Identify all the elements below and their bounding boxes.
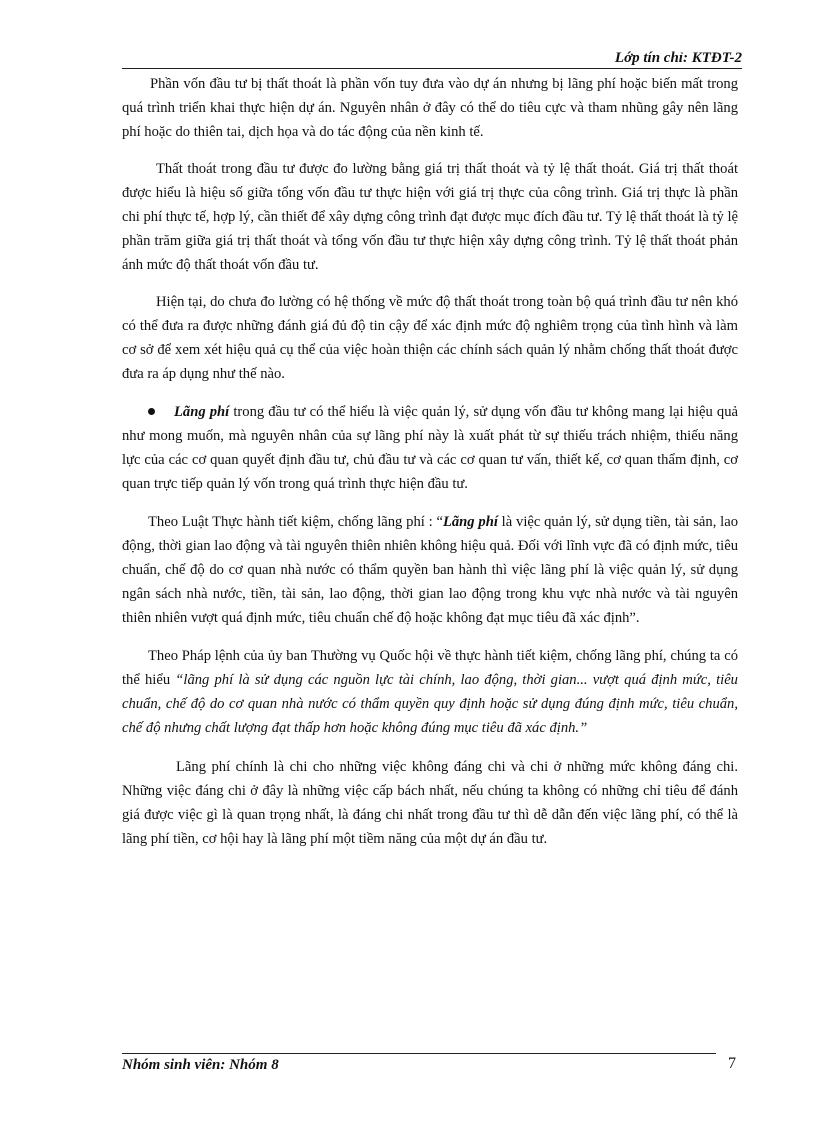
paragraph-loss-definition: Phần vốn đầu tư bị thất thoát là phần vốn tuy đưa vào dự án nhưng bị lãng phí hoặc biến mất trong quá trình triển khai thực hiện dự án. Nguyên nhân ở đây có thể do tiêu cực và tham nhũng gây nên lãng phí hoặc do thiên tai, dịch họa và do tác động của nền kinh tế.	[122, 76, 738, 140]
footer-group-label: Nhóm sinh viên: Nhóm 8	[122, 1057, 279, 1073]
ordinance-quote: “lãng phí là sử dụng các nguồn lực tài chính, lao động, thời gian... vượt quá định mức, tiêu chuẩn, chế độ do cơ quan nhà nước có thẩm quyền quy định hoặc sử dụng đúng định mức, tiêu chuẩn, chế độ nhưng chất lượng đạt thấp hơn hoặc không đúng mục tiêu đã xác định.”	[122, 672, 738, 736]
waste-term: Lãng phí	[174, 404, 230, 420]
header-class-label: Lớp tín chỉ: KTĐT-2	[614, 50, 742, 66]
law-definition-text: là việc quản lý, sử dụng tiền, tài sản, lao động, thời gian lao động và tài nguyên thiên nhiên không hiệu quả. Đối với lĩnh vực đã có định mức, tiêu chuẩn, chế độ do cơ quan nhà nước có thẩm quyền ban hành thì việc lãng phí là việc quản lý, sử dụng ngân sách nhà nước, tiền, tài sản, lao động, thời gian lao động trong khu vực nhà nước và tài nguyên thiên nhiên vượt quá định mức, tiêu chuẩn chế độ hoặc không đạt mục tiêu đã xác định”.	[122, 514, 738, 626]
ordinance-intro-text: Theo Pháp lệnh của ủy ban Thường vụ Quốc hội về thực hành tiết kiệm, chống lãng phí, chúng ta có thể hiểu	[122, 648, 738, 688]
page-number: 7	[728, 1055, 736, 1072]
law-intro-text: Theo Luật Thực hành tiết kiệm, chống lãng phí : “	[148, 514, 443, 530]
footer-rule	[122, 1053, 716, 1054]
paragraph-law-definition	[122, 510, 738, 630]
paragraph-waste-bullet	[122, 400, 738, 496]
paragraph-waste-explanation: Lãng phí chính là chi cho những việc không đáng chi và chi ở những mức không đáng chi. Những việc đáng chi ở đây là những việc cấp bách nhất, nếu chúng ta không có những chỉ tiêu để đánh giá được việc gì là quan trọng nhất, là đáng chi nhất trong đầu tư thì dễ dẫn đến việc lãng phí, có thể là lãng phí tiền, cơ hội hay là lãng phí một tiềm năng của một dự án đầu tư.	[122, 759, 738, 847]
paragraph-loss-measurement: Thất thoát trong đầu tư được đo lường bằng giá trị thất thoát và tỷ lệ thất thoát. Giá trị thất thoát được hiểu là hiệu số giữa tổng vốn đầu tư thực hiện với giá trị thực của công trình. Giá trị thực là phần chi phí thực tế, hợp lý, cần thiết để xây dựng công trình đạt được mục đích đầu tư. Tỷ lệ thất thoát là tỷ lệ phần trăm giữa giá trị thất thoát và tổng vốn đầu tư thực hiện xây dựng công trình. Tỷ lệ thất thoát phản ánh mức độ thất thoát vốn đầu tư.	[122, 161, 738, 273]
waste-definition-text: trong đầu tư có thể hiểu là việc quản lý, sử dụng vốn đầu tư không mang lại hiệu quả như mong muốn, mà nguyên nhân của sự lãng phí này là xuất phát từ sự thiếu trách nhiệm, thiếu năng lực của các cơ quan quyết định đầu tư, chủ đầu tư và các cơ quan tư vấn, thiết kế, cơ quan thẩm định, cơ quan trực tiếp quản lý vốn trong quá trình thực hiện đầu tư.	[122, 404, 738, 492]
paragraph-current-situation: Hiện tại, do chưa đo lường có hệ thống về mức độ thất thoát trong toàn bộ quá trình đầu tư nên khó có thể đưa ra được những đánh giá đủ độ tin cậy để xác định mức độ nghiêm trọng của tình hình và làm cơ sở để xem xét hiệu quả cụ thể của việc hoàn thiện các chính sách quản lý nhằm chống thất thoát được đưa ra áp dụng như thế nào.	[122, 294, 738, 382]
law-waste-term: Lãng phí	[442, 514, 498, 530]
header-rule	[122, 68, 742, 69]
paragraph-ordinance-definition	[122, 644, 738, 740]
document-body	[122, 72, 738, 851]
bullet-icon	[148, 408, 155, 415]
